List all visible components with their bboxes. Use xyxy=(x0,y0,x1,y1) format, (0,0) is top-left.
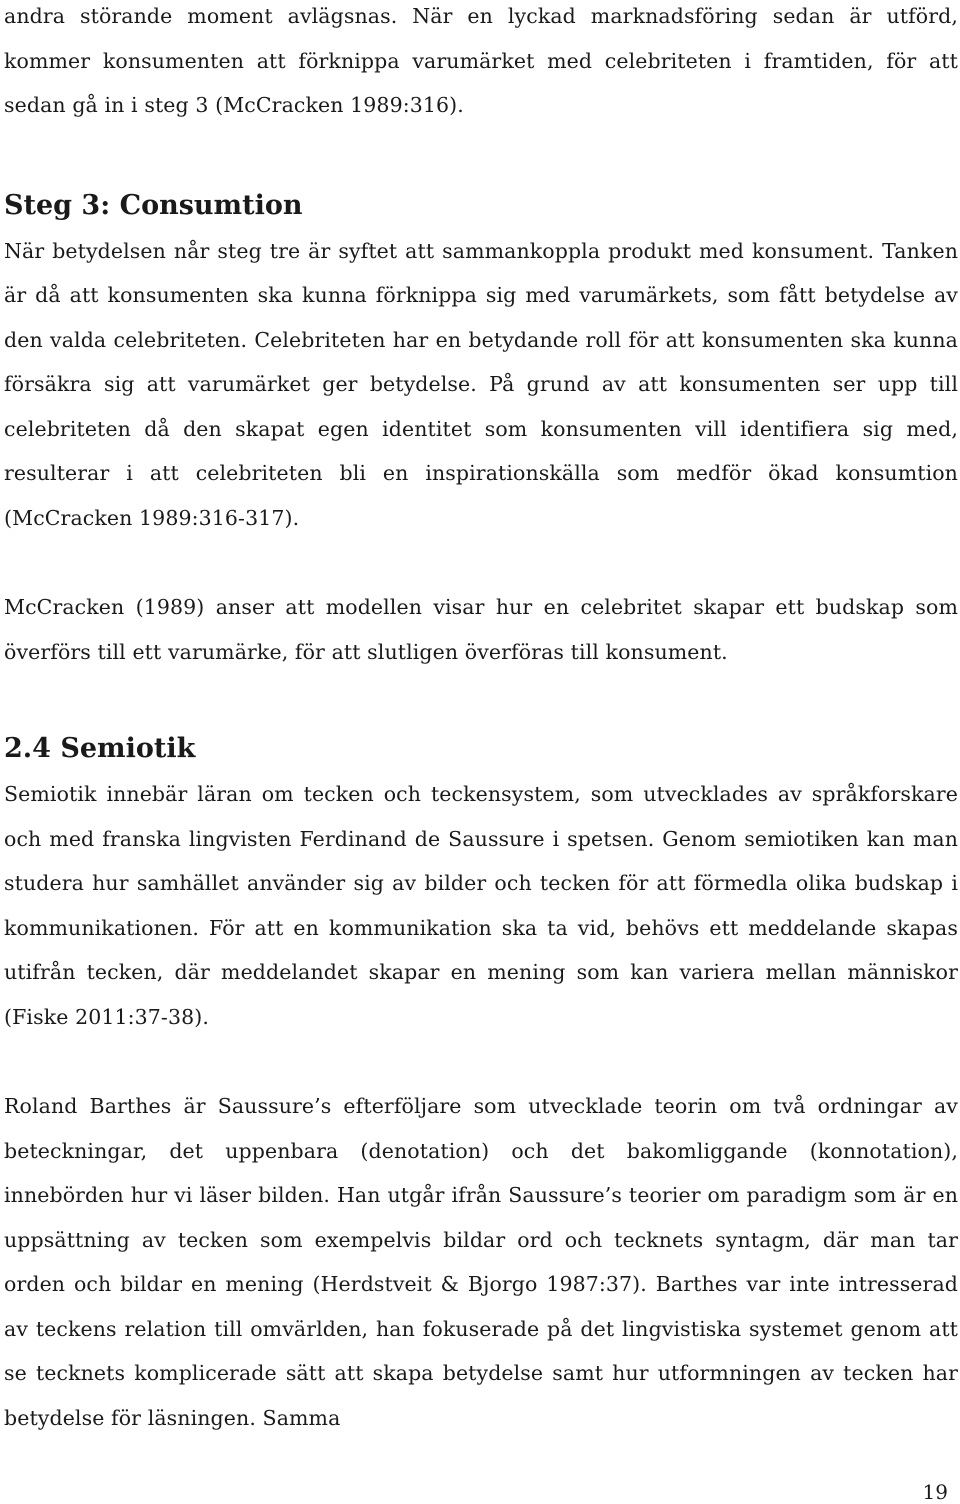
section-heading-semiotik: 2.4 Semiotik xyxy=(4,733,196,764)
step3-heading: Steg 3: Consumtion xyxy=(4,189,303,221)
semiotik-paragraph-2: Roland Barthes är Saussure’s efterföljare som utvecklade teorin om två ordningar av beteckningar, det uppenbara (denotation) och det bakomliggande (konnotation), innebörden hur vi läser bilden. Han utgår ifrån Saussure’s teorier om paradigm som är en uppsättning av tecken som exempelvis bildar ord och tecknets syntagm, där man tar orden och bildar en mening (Herdstveit & Bjorgo 1987:37). Barthes var inte intresserad av teckens relation till omvärlden, han fokuserade på det lingvistiska systemet genom att se tecknets komplicerade sätt att skapa betydelse samt hur utformningen av tecken har betydelse för läsningen. Samma xyxy=(4,1094,958,1430)
page-number: 19 xyxy=(922,1480,948,1504)
mccracken-paragraph: McCracken (1989) anser att modellen visar hur en celebritet skapar ett budskap som överförs till ett varumärke, för att slutligen överföras till konsument. xyxy=(4,595,958,664)
semiotik-paragraph-1: Semiotik innebär läran om tecken och teckensystem, som utvecklades av språkforskare och med franska lingvisten Ferdinand de Saussure i spetsen. Genom semiotiken kan man studera hur samhället använder sig av bilder och tecken för att förmedla olika budskap i kommunikationen. För att en kommunikation ska ta vid, behövs ett meddelande skapas utifrån tecken, där meddelandet skapar en mening som kan variera mellan människor (Fiske 2011:37-38). xyxy=(4,782,958,1029)
document-page xyxy=(4,0,958,1440)
step3-paragraph: När betydelsen når steg tre är syftet att sammankoppla produkt med konsument. Tanken är då att konsumenten ska kunna förknippa sig med varumärkets, som fått betydelse av den valda celebriteten. Celebriteten har en betydande roll för att konsumenten ska kunna försäkra sig att varumärket ger betydelse. På grund av att konsumenten ser upp till celebriteten då den skapat egen identitet som konsumenten vill identifiera sig med, resulterar i att celebriteten bli en inspirationskälla som medför ökad konsumtion (McCracken 1989:316-317). xyxy=(4,238,958,530)
intro-paragraph: andra störande moment avlägsnas. När en lyckad marknadsföring sedan är utförd, kommer konsumenten att förknippa varumärket med celebriteten i framtiden, för att sedan gå in i steg 3 (McCracken 1989:316). xyxy=(4,4,958,117)
